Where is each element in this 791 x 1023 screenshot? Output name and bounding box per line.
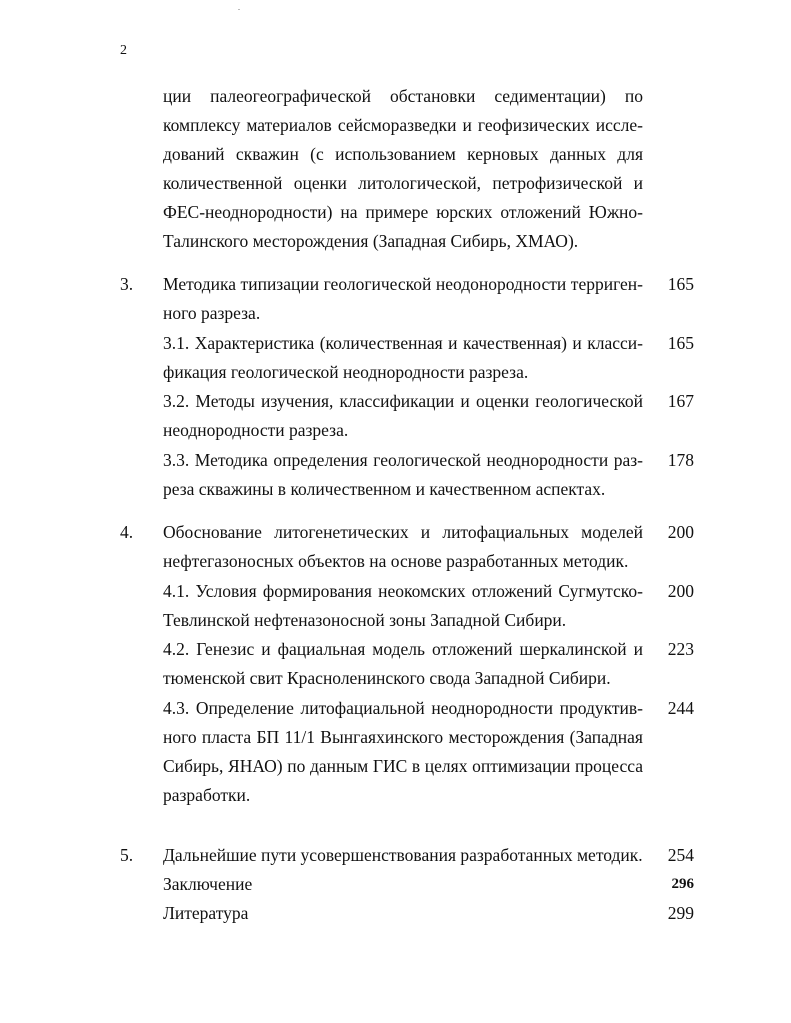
chapter-title-line: ного разреза. — [163, 303, 261, 323]
section-title-line: разработки. — [163, 785, 251, 805]
section-page: 167 — [667, 391, 694, 411]
section-title-line: ного пласта БП 11/1 Вынгаяхинского месторождения (Западная — [163, 727, 643, 747]
section-title-line: неоднородности разреза. — [163, 420, 349, 440]
chapter-number: 4. — [120, 522, 134, 542]
section-page: 165 — [667, 333, 694, 353]
references-page: 299 — [667, 903, 694, 923]
section-title-line: фикация геологической неоднородности разреза. — [163, 362, 529, 382]
references-label: Литература — [163, 903, 249, 923]
section-title-line: Тевлинской нефтеназоносной зоны Западной Сибири. — [163, 610, 567, 630]
chapter-page: 165 — [667, 274, 694, 294]
section-title-line: 3.1. Характеристика (количественная и качественная) и класси- — [163, 333, 643, 353]
intro-line: комплексу материалов сейсморазведки и геофизических иссле- — [163, 115, 643, 135]
section-title-line: тюменской свит Красноленинского свода Западной Сибири. — [163, 668, 611, 688]
section-title-line: 3.3. Методика определения геологической неоднородности раз- — [163, 450, 643, 470]
chapter-title-line: нефтегазоносных объектов на основе разработанных методик. — [163, 551, 629, 571]
conclusion-page: 296 — [671, 876, 694, 892]
chapter-title-line: Методика типизации геологической неодонородности терриген- — [163, 274, 643, 294]
intro-line: дований скважин (с использованием керновых данных для — [163, 144, 643, 164]
chapter-title-line: Дальнейшие пути усовершенствования разработанных методик. — [163, 845, 643, 865]
intro-line: количественной оценки литологической, петрофизической и — [163, 173, 643, 193]
page-number: 2 — [120, 43, 127, 58]
intro-line: Талинского месторождения (Западная Сибирь, ХМАО). — [163, 231, 579, 251]
section-title-line: 4.1. Условия формирования неокомских отложений Сугмутско- — [163, 581, 643, 601]
section-title-line: 3.2. Методы изучения, классификации и оценки геологической — [163, 391, 643, 411]
section-title-line: реза скважины в количественном и качественном аспектах. — [163, 479, 606, 499]
scan-speck — [238, 9, 240, 10]
section-page: 178 — [667, 450, 694, 470]
section-page: 223 — [667, 639, 694, 659]
chapter-number: 3. — [120, 274, 134, 294]
chapter-number: 5. — [120, 845, 134, 865]
chapter-page: 254 — [667, 845, 694, 865]
intro-line: ФЕС-неоднородности) на примере юрских отложений Южно- — [163, 202, 643, 222]
chapter-title-line: Обоснование литогенетических и литофациальных моделей — [163, 522, 643, 542]
section-page: 244 — [667, 698, 694, 718]
section-title-line: 4.2. Генезис и фациальная модель отложений шеркалинской и — [163, 639, 643, 659]
section-page: 200 — [667, 581, 694, 601]
chapter-page: 200 — [667, 522, 694, 542]
intro-line: ции палеогеографической обстановки седиментации) по — [163, 86, 643, 106]
section-title-line: Сибирь, ЯНАО) по данным ГИС в целях оптимизации процесса — [163, 756, 643, 776]
conclusion-label: Заключение — [163, 874, 253, 894]
section-title-line: 4.3. Определение литофациальной неоднородности продуктив- — [163, 698, 643, 718]
